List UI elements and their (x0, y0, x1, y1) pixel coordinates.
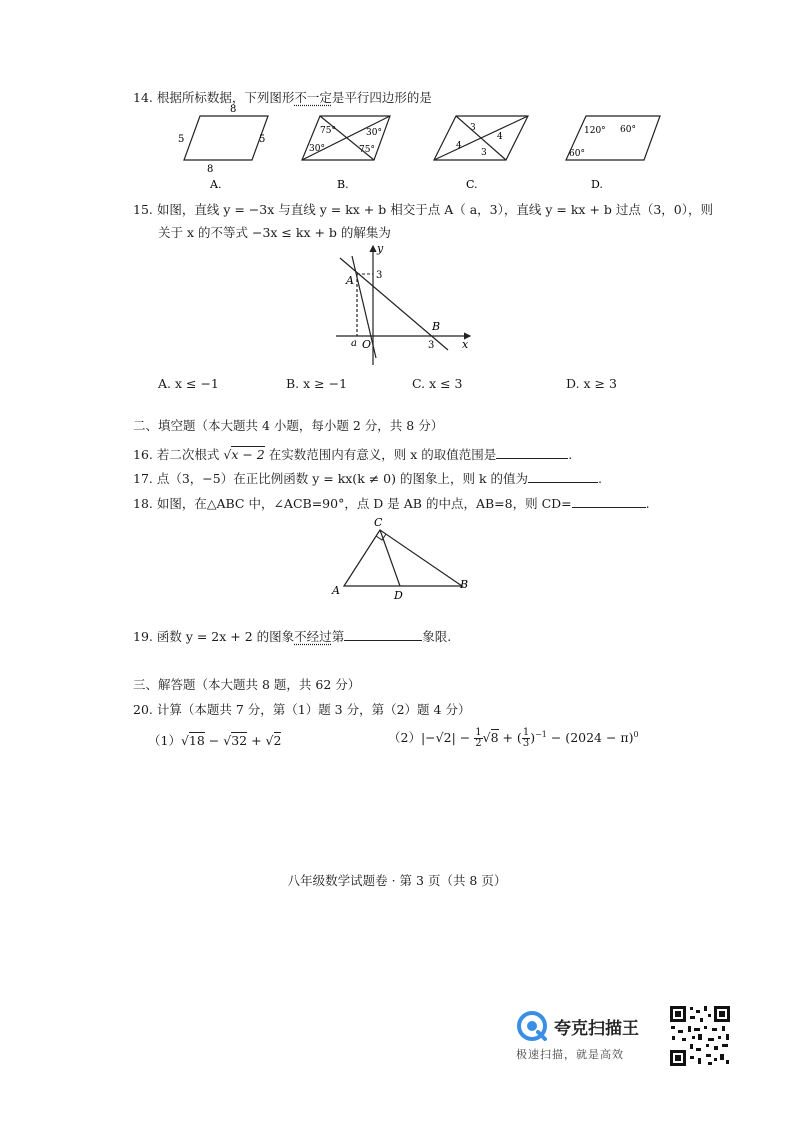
q14-a-top-label: 8 (230, 104, 237, 115)
graph-x-label: x (462, 338, 469, 351)
q14-c-n1: 3 (470, 123, 476, 133)
vertex-a: A (332, 584, 340, 597)
q17-stem: 17. 点（3，−5）在正比例函数 y = kx(k ≠ 0) 的图象上，则 k 的值为 . (133, 471, 602, 486)
graph-point-a: A (346, 274, 354, 287)
q17-blank (528, 470, 598, 483)
q14-a-right-label: 5 (259, 134, 266, 145)
q14-b-angle1: 75° (320, 126, 336, 136)
graph-a-label: a (351, 338, 357, 349)
frac-third: $\frac{1}{3}$ (522, 727, 530, 749)
section2-title: 二、填空题（本大题共 4 小题，每小题 2 分，共 8 分） (133, 418, 444, 433)
q19-stem: 19. 函数 y = 2x + 2 的图象不经过第 象限. (133, 629, 452, 644)
graph-point-b: B (432, 320, 441, 333)
q14-figures (160, 102, 720, 194)
q16-blank (496, 446, 568, 459)
q14-option-a: A. (210, 178, 222, 191)
q15-option-d: D. x ≥ 3 (566, 376, 617, 391)
q14-option-d: D. (591, 178, 603, 191)
q15-graph (330, 240, 480, 370)
q14-b-angle4: 75° (359, 145, 375, 155)
graph-y-label: y (377, 242, 384, 255)
frac-half: $\frac{1}{2}$ (475, 727, 482, 749)
q14-option-b: B. (337, 178, 349, 191)
graph-x-three: 3 (428, 340, 435, 351)
q16-stem: 16. 若二次根式 √x − 2 在实数范围内有意义，则 x 的取值范围是 . (133, 447, 573, 462)
q14-option-c: C. (466, 178, 478, 191)
q18-stem: 18. 如图，在△ABC 中，∠ACB=90°，点 D 是 AB 的中点，AB=8，则 CD= . (133, 496, 650, 511)
q14-a-bottom-label: 8 (207, 164, 214, 175)
vertex-c: C (374, 516, 383, 529)
q15-option-c: C. x ≤ 3 (412, 376, 463, 391)
q14-a-left-label: 5 (178, 134, 185, 145)
q14-d-angle2: 60° (620, 125, 636, 135)
q15-line1: 15. 如图，直线 y = −3x 与直线 y = kx + b 相交于点 A（ a，3），直线 y = kx + b 过点（3，0），则 (133, 202, 713, 217)
section3-title: 三、解答题（本大题共 8 题，共 62 分） (133, 677, 361, 692)
q18-blank (572, 495, 646, 508)
graph-origin: O (362, 338, 372, 351)
q20-part2: （2）|−√2| − $\frac{1}{2}$ √8 + ( $\frac{1}{3}$ )$^{-1} - (2024 - \pi)^0$ (388, 727, 639, 749)
q20-part1: （1）√18 − √32 + √2 (148, 733, 282, 748)
q14-d-angle3: 60° (569, 149, 585, 159)
q15-option-b: B. x ≥ −1 (286, 376, 348, 391)
vertex-b: B (460, 578, 469, 591)
scanner-watermark (516, 1010, 666, 1066)
q15-line2: 关于 x 的不等式 −3x ≤ kx + b 的解集为 (158, 225, 391, 240)
q14-b-angle3: 30° (309, 144, 325, 154)
q14-c-n4: 3 (481, 148, 487, 158)
point-d: D (394, 589, 403, 602)
q18-triangle (328, 514, 478, 604)
q14-c-n3: 4 (456, 141, 462, 151)
q14-figure-a (184, 116, 268, 160)
q19-blank (344, 628, 422, 641)
graph-y-three: 3 (376, 270, 383, 281)
qr-code-icon (668, 1004, 732, 1068)
q15-option-a: A. x ≤ −1 (158, 376, 219, 391)
scanner-logo-icon (516, 1010, 548, 1042)
q14-b-angle2: 30° (366, 128, 382, 138)
q14-d-angle1: 120° (584, 126, 606, 136)
scanner-slogan: 极速扫描，就是高效 (516, 1048, 624, 1061)
q20-title: 20. 计算（本题共 7 分，第（1）题 3 分，第（2）题 4 分） (133, 702, 471, 717)
scanner-brand: 夸克扫描王 (554, 1019, 639, 1039)
q14-c-n2: 4 (497, 132, 503, 142)
q14-stem: 14. 根据所标数据，下列图形不一定是平行四边形的是 (133, 90, 432, 105)
page-footer: 八年级数学试题卷 · 第 3 页（共 8 页） (287, 873, 507, 888)
